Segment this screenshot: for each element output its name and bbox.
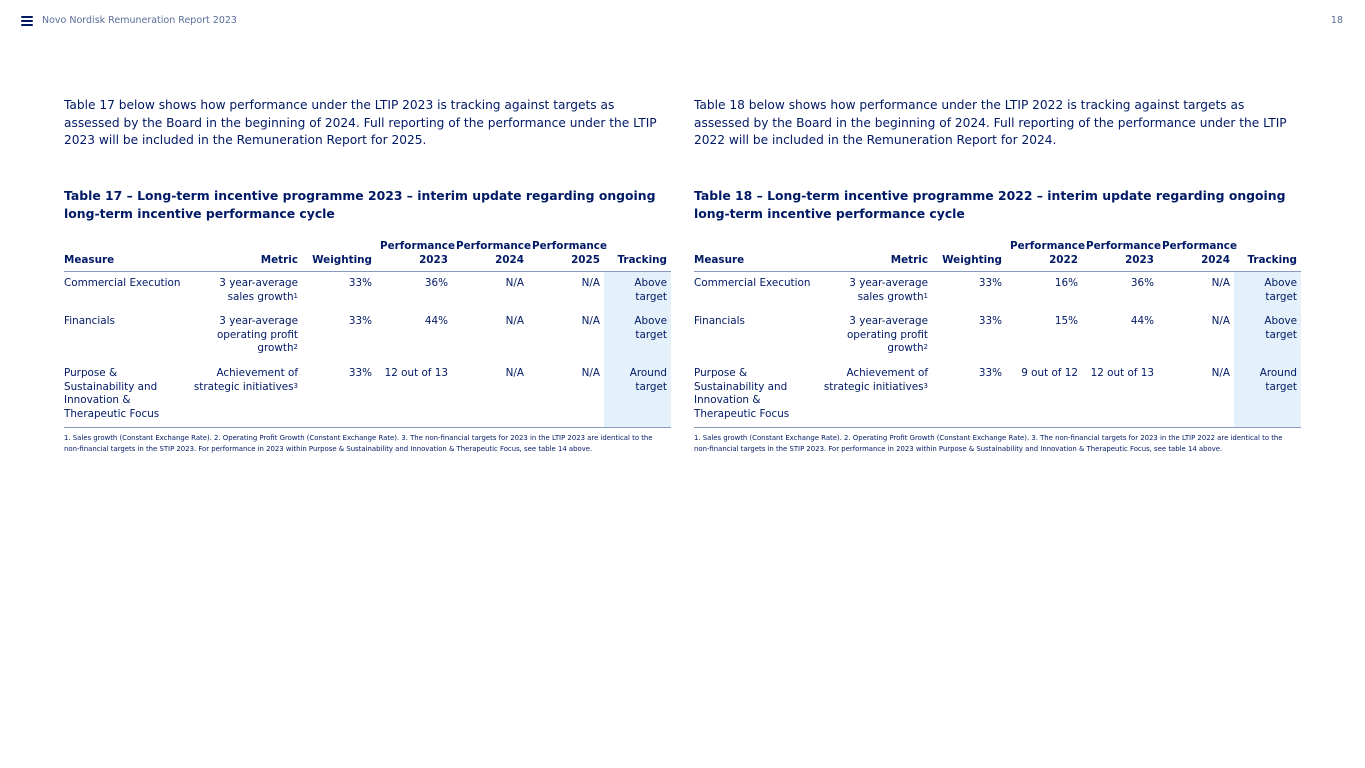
metric-cell: Achievement of strategic initiatives$^3$ bbox=[189, 362, 302, 428]
report-title: Novo Nordisk Remuneration Report 2023 bbox=[42, 15, 237, 26]
column-header: Performance 2025 bbox=[528, 239, 604, 272]
top-bar bbox=[0, 0, 1365, 44]
measure-cell: Commercial Execution bbox=[64, 277, 181, 289]
measure-cell: Financials bbox=[694, 315, 745, 328]
table-17-section bbox=[64, 97, 672, 455]
measure-cell: Purpose & Sustainability and Innovation & Therapeutic Focus bbox=[694, 362, 819, 428]
performance-cell: N/A bbox=[528, 362, 604, 428]
table-row bbox=[694, 310, 1301, 362]
metric-cell: 3 year-average sales growth$^1$ bbox=[849, 277, 928, 303]
metric-cell: 3 year-average operating profit growth$^2$ bbox=[216, 315, 298, 355]
performance-cell: N/A bbox=[452, 362, 528, 428]
table-18-section bbox=[694, 97, 1302, 455]
column-header: Metric bbox=[819, 239, 932, 272]
performance-cell: 15% bbox=[1054, 315, 1078, 328]
weighting-cell: 33% bbox=[932, 362, 1006, 428]
tracking-cell: Above target bbox=[604, 310, 671, 362]
measure-cell: Purpose & Sustainability and Innovation & Therapeutic Focus bbox=[64, 362, 189, 428]
weighting-cell: 33% bbox=[302, 362, 376, 428]
intro-paragraph: Table 17 below shows how performance under the LTIP 2023 is tracking against targets as assessed by the Board in the beginning of 2024. Full reporting of the performance under the LTIP 2023 will be included in the Remuneration Report for 2025. bbox=[64, 98, 657, 148]
performance-cell: N/A bbox=[505, 315, 524, 328]
tracking-cell: Above target bbox=[1234, 272, 1301, 311]
metric-cell: Achievement of strategic initiatives$^3$ bbox=[819, 362, 932, 428]
hamburger-menu-icon[interactable] bbox=[21, 16, 33, 26]
performance-cell: 12 out of 13 bbox=[376, 362, 452, 428]
metric-cell: 3 year-average sales growth$^1$ bbox=[219, 277, 298, 303]
column-header: Performance 2023 bbox=[376, 239, 452, 272]
column-header: Performance 2024 bbox=[1158, 239, 1234, 272]
intro-paragraph: Table 18 below shows how performance under the LTIP 2022 is tracking against targets as assessed by the Board in the beginning of 2024. Full reporting of the performance under the LTIP 2022 will be included in the Remuneration Report for 2024. bbox=[694, 98, 1287, 148]
column-header: Measure bbox=[64, 239, 189, 272]
measure-cell: Financials bbox=[64, 315, 115, 328]
column-header: Weighting bbox=[302, 239, 376, 272]
table-row bbox=[64, 362, 671, 428]
tracking-cell: Above target bbox=[1234, 310, 1301, 362]
table-header-row bbox=[694, 239, 1301, 272]
weighting-cell: 33% bbox=[348, 277, 372, 289]
performance-cell: 12 out of 13 bbox=[1082, 362, 1158, 428]
performance-table bbox=[64, 239, 671, 428]
measure-cell: Commercial Execution bbox=[694, 277, 811, 289]
performance-cell: N/A bbox=[1158, 362, 1234, 428]
column-header: Weighting bbox=[932, 239, 1006, 272]
metric-cell: 3 year-average operating profit growth$^2$ bbox=[846, 315, 928, 355]
performance-cell: N/A bbox=[505, 277, 524, 289]
weighting-cell: 33% bbox=[978, 315, 1002, 328]
column-header: Metric bbox=[189, 239, 302, 272]
tracking-cell: Around target bbox=[604, 362, 671, 428]
column-header: Tracking bbox=[604, 239, 671, 272]
table-title: Table 18 – Long-term incentive programme 2022 – interim update regarding ongoing long-term incentive performance cycle bbox=[694, 188, 1286, 221]
performance-cell: N/A bbox=[581, 315, 600, 328]
column-header: Tracking bbox=[1234, 239, 1301, 272]
column-header: Performance 2024 bbox=[452, 239, 528, 272]
performance-cell: 36% bbox=[1130, 277, 1154, 289]
weighting-cell: 33% bbox=[978, 277, 1002, 289]
column-header: Performance 2022 bbox=[1006, 239, 1082, 272]
tracking-cell: Around target bbox=[1234, 362, 1301, 428]
table-row bbox=[694, 272, 1301, 311]
table-footnote: 1. Sales growth (Constant Exchange Rate). 2. Operating Profit Growth (Constant Exchange Rate). 3. The non-financial targets for 2023 in the LTIP 2023 are identical to the non-financial targets in the STIP 2023. For performance in 2023 within Purpose & Sustainability and Innovation & Therapeutic Focus, see table 14 above. bbox=[64, 434, 653, 453]
table-row bbox=[64, 272, 671, 311]
page-number: 18 bbox=[1330, 15, 1343, 26]
weighting-cell: 33% bbox=[348, 315, 372, 328]
performance-cell: 16% bbox=[1054, 277, 1078, 289]
column-header: Measure bbox=[694, 239, 819, 272]
tracking-cell: Above target bbox=[604, 272, 671, 311]
performance-cell: 44% bbox=[424, 315, 448, 328]
table-title: Table 17 – Long-term incentive programme 2023 – interim update regarding ongoing long-term incentive performance cycle bbox=[64, 188, 656, 221]
table-row bbox=[64, 310, 671, 362]
table-footnote: 1. Sales growth (Constant Exchange Rate). 2. Operating Profit Growth (Constant Exchange Rate). 3. The non-financial targets for 2023 in the LTIP 2022 are identical to the non-financial targets in the STIP 2023. For performance in 2023 within Purpose & Sustainability and Innovation & Therapeutic Focus, see table 14 above. bbox=[694, 434, 1283, 453]
performance-table bbox=[694, 239, 1301, 428]
table-row bbox=[694, 362, 1301, 428]
performance-cell: 36% bbox=[424, 277, 448, 289]
performance-cell: N/A bbox=[581, 277, 600, 289]
table-header-row bbox=[64, 239, 671, 272]
performance-cell: N/A bbox=[1211, 277, 1230, 289]
performance-cell: 44% bbox=[1130, 315, 1154, 328]
performance-cell: 9 out of 12 bbox=[1006, 362, 1082, 428]
performance-cell: N/A bbox=[1211, 315, 1230, 328]
column-header: Performance 2023 bbox=[1082, 239, 1158, 272]
